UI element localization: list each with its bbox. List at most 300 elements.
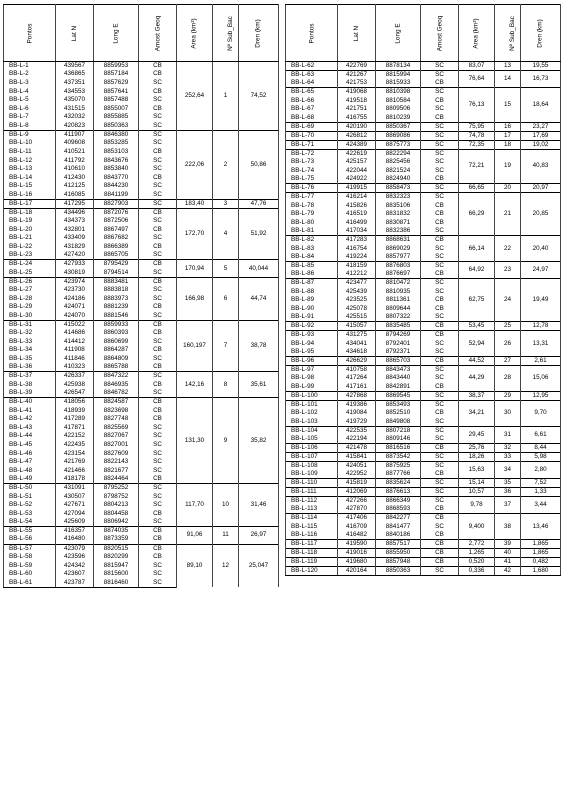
area-cell: 38,37 (459, 391, 495, 400)
sample-type-cell: SC (421, 287, 459, 296)
sub-basin-cell: 9 (213, 398, 239, 484)
column-header-label: Lat N (71, 25, 78, 41)
long-cell: 8852510 (376, 409, 421, 418)
long-cell: 8842891 (376, 383, 421, 392)
long-cell: 8846782 (94, 389, 139, 398)
sample-type-cell: CB (139, 346, 177, 355)
column-header (239, 5, 279, 62)
table-row (286, 567, 561, 576)
point-cell: BB-L-113 (286, 505, 338, 514)
sample-type-cell: SC (421, 374, 459, 383)
table-row (286, 391, 561, 400)
sub-basin-cell: 41 (495, 558, 521, 567)
sample-type-cell: SC (139, 139, 177, 148)
long-cell: 8822294 (376, 149, 421, 158)
sample-type-cell: SC (421, 461, 459, 470)
long-cell: 8815600 (94, 570, 139, 579)
sample-type-cell: SC (139, 199, 177, 208)
sub-basin-cell: 10 (213, 484, 239, 527)
sub-basin-cell: 35 (495, 479, 521, 488)
area-cell: 72,35 (459, 140, 495, 149)
lat-cell: 417289 (56, 415, 94, 424)
drainage-cell: 12,78 (521, 322, 561, 331)
point-cell: BB-L-35 (4, 355, 56, 364)
sample-type-cell: SC (421, 88, 459, 97)
drainage-cell: 26,97 (239, 527, 279, 544)
sample-type-cell: SC (139, 130, 177, 139)
sample-type-cell: SC (421, 184, 459, 193)
lat-cell: 419068 (338, 88, 376, 97)
lat-cell: 410610 (56, 165, 94, 174)
lat-cell: 417406 (338, 514, 376, 523)
long-cell: 8840186 (376, 531, 421, 540)
lat-cell: 425609 (56, 518, 94, 527)
lat-cell: 425515 (338, 313, 376, 322)
point-cell: BB-L-91 (286, 313, 338, 322)
column-header (459, 5, 495, 62)
drainage-cell: 25,047 (239, 544, 279, 587)
area-cell: 91,06 (177, 527, 213, 544)
lat-cell: 422194 (338, 435, 376, 444)
sample-type-cell: CB (421, 549, 459, 558)
long-cell: 8843440 (376, 374, 421, 383)
table-row (4, 260, 279, 269)
area-cell: 1,265 (459, 549, 495, 558)
area-cell: 66,14 (459, 236, 495, 262)
long-cell: 8865705 (94, 251, 139, 260)
point-cell: BB-L-70 (286, 131, 338, 140)
sample-type-cell: SC (421, 426, 459, 435)
long-cell: 8810935 (376, 287, 421, 296)
long-cell: 8832386 (376, 227, 421, 236)
long-cell: 8878134 (376, 62, 421, 71)
sub-basin-cell: 8 (213, 372, 239, 398)
point-cell: BB-L-7 (4, 113, 56, 122)
lat-cell: 427868 (338, 391, 376, 400)
long-cell: 8859933 (94, 320, 139, 329)
sub-basin-cell: 14 (495, 71, 521, 88)
point-cell: BB-L-87 (286, 279, 338, 288)
lat-cell: 424071 (56, 303, 94, 312)
long-cell: 8835485 (376, 322, 421, 331)
drainage-cell: 40,044 (239, 260, 279, 277)
point-cell: BB-L-79 (286, 210, 338, 219)
lat-cell: 410521 (56, 148, 94, 157)
sub-basin-cell: 36 (495, 488, 521, 497)
table-row (286, 558, 561, 567)
long-cell: 8866389 (94, 243, 139, 252)
table-row (286, 497, 561, 506)
long-cell: 8864809 (94, 355, 139, 364)
long-cell: 8810584 (376, 96, 421, 105)
lat-cell: 416085 (56, 191, 94, 200)
sample-type-cell: CB (139, 105, 177, 114)
sample-type-cell: CB (139, 208, 177, 217)
point-cell: BB-L-14 (4, 173, 56, 182)
lat-cell: 434553 (56, 87, 94, 96)
long-cell: 8807218 (376, 426, 421, 435)
sample-type-cell: CB (421, 514, 459, 523)
lat-cell: 430507 (56, 492, 94, 501)
point-cell: BB-L-39 (4, 389, 56, 398)
sample-type-cell: CB (139, 363, 177, 372)
table-row (4, 544, 279, 553)
point-cell: BB-L-95 (286, 348, 338, 357)
area-cell: 131,30 (177, 398, 213, 484)
point-cell: BB-L-4 (4, 87, 56, 96)
lat-cell: 420164 (338, 567, 376, 576)
sample-type-cell: SC (139, 423, 177, 432)
drainage-cell: 5,98 (521, 452, 561, 461)
point-cell: BB-L-120 (286, 567, 338, 576)
point-cell: BB-L-44 (4, 432, 56, 441)
column-header-label: Pontos (308, 23, 315, 43)
point-cell: BB-L-52 (4, 501, 56, 510)
area-cell: 0,336 (459, 567, 495, 576)
drainage-cell: 1,865 (521, 540, 561, 549)
long-cell: 8853840 (94, 165, 139, 174)
lat-cell: 415022 (56, 320, 94, 329)
table-row (286, 366, 561, 375)
area-cell: 44,52 (459, 357, 495, 366)
long-cell: 8857488 (94, 96, 139, 105)
drainage-cell: 20,40 (521, 236, 561, 262)
lat-cell: 424342 (56, 561, 94, 570)
sample-type-cell: SC (421, 488, 459, 497)
column-header-label: Pontos (26, 23, 33, 43)
area-cell: 117,70 (177, 484, 213, 527)
sample-type-cell: SC (139, 312, 177, 321)
point-cell: BB-L-56 (4, 535, 56, 544)
drainage-cell: 50,86 (239, 130, 279, 199)
table-right (285, 4, 561, 576)
point-cell: BB-L-94 (286, 339, 338, 348)
sub-basin-cell: 17 (495, 131, 521, 140)
sample-type-cell: CB (139, 329, 177, 338)
lat-cell: 426337 (56, 372, 94, 381)
sub-basin-cell: 31 (495, 426, 521, 443)
sub-basin-cell: 4 (213, 208, 239, 260)
point-cell: BB-L-36 (4, 363, 56, 372)
point-cell: BB-L-63 (286, 71, 338, 80)
point-cell: BB-L-76 (286, 184, 338, 193)
long-cell: 8804213 (94, 501, 139, 510)
long-cell: 8827067 (94, 432, 139, 441)
lat-cell: 416214 (338, 193, 376, 202)
sample-type-cell: CB (139, 406, 177, 415)
long-cell: 8876697 (376, 270, 421, 279)
sample-type-cell: CB (139, 398, 177, 407)
point-cell: BB-L-46 (4, 449, 56, 458)
point-cell: BB-L-75 (286, 175, 338, 184)
column-header (177, 5, 213, 62)
point-cell: BB-L-62 (286, 62, 338, 71)
table-row (286, 479, 561, 488)
long-cell: 8835624 (376, 479, 421, 488)
lat-cell: 419518 (338, 96, 376, 105)
lat-cell: 423154 (56, 449, 94, 458)
point-cell: BB-L-23 (4, 251, 56, 260)
drainage-cell: 19,49 (521, 279, 561, 322)
lat-cell: 433409 (56, 234, 94, 243)
lat-cell: 431515 (56, 105, 94, 114)
sample-type-cell: CB (421, 357, 459, 366)
long-cell: 8809146 (376, 435, 421, 444)
table-row (286, 322, 561, 331)
lat-cell: 416709 (338, 522, 376, 531)
long-cell: 8825569 (94, 423, 139, 432)
sub-basin-cell: 11 (213, 527, 239, 544)
table-left (3, 4, 279, 588)
long-cell: 8857641 (94, 87, 139, 96)
long-cell: 8858473 (376, 184, 421, 193)
area-cell: 44,29 (459, 366, 495, 392)
sample-type-cell: SC (421, 567, 459, 576)
sample-type-cell: CB (421, 470, 459, 479)
long-cell: 8864287 (94, 346, 139, 355)
lat-cell: 426629 (338, 357, 376, 366)
point-cell: BB-L-27 (4, 286, 56, 295)
long-cell: 8825456 (376, 158, 421, 167)
long-cell: 8857184 (94, 70, 139, 79)
lat-cell: 435070 (56, 96, 94, 105)
long-cell: 8820515 (94, 544, 139, 553)
sub-basin-cell: 28 (495, 366, 521, 392)
sub-basin-cell: 5 (213, 260, 239, 277)
sub-basin-cell: 19 (495, 149, 521, 183)
drainage-cell: 38,78 (239, 320, 279, 372)
header-row (4, 5, 279, 62)
point-cell: BB-L-78 (286, 201, 338, 210)
point-cell: BB-L-73 (286, 158, 338, 167)
lat-cell: 416480 (56, 535, 94, 544)
long-cell: 8873542 (376, 452, 421, 461)
sample-type-cell: SC (421, 313, 459, 322)
lat-cell: 423787 (56, 578, 94, 587)
sample-type-cell: SC (139, 432, 177, 441)
area-cell: 66,65 (459, 184, 495, 193)
drainage-cell: 18,64 (521, 88, 561, 122)
sample-type-cell: CB (421, 270, 459, 279)
area-cell: 222,06 (177, 130, 213, 199)
long-cell: 8881546 (94, 312, 139, 321)
sub-basin-cell: 22 (495, 236, 521, 262)
sample-type-cell: SC (139, 355, 177, 364)
area-cell: 29,45 (459, 426, 495, 443)
sub-basin-cell: 18 (495, 140, 521, 149)
sample-type-cell: CB (139, 62, 177, 71)
column-header-label: Lat N (353, 25, 360, 41)
long-cell: 8867497 (94, 225, 139, 234)
header-row (286, 5, 561, 62)
lat-cell: 422044 (338, 166, 376, 175)
lat-cell: 410758 (338, 366, 376, 375)
long-cell: 8867682 (94, 234, 139, 243)
sample-type-cell: SC (421, 261, 459, 270)
sample-type-cell: SC (421, 193, 459, 202)
lat-cell: 427266 (338, 497, 376, 506)
drainage-cell: 20,85 (521, 193, 561, 236)
table-row (4, 484, 279, 493)
lat-cell: 434373 (56, 217, 94, 226)
point-cell: BB-L-115 (286, 522, 338, 531)
sample-type-cell: SC (421, 122, 459, 131)
lat-cell: 419084 (338, 409, 376, 418)
long-cell: 8841199 (94, 191, 139, 200)
sub-basin-cell: 12 (213, 544, 239, 587)
long-cell: 8875925 (376, 461, 421, 470)
lat-cell: 419386 (338, 400, 376, 409)
lat-cell: 415057 (338, 322, 376, 331)
sample-type-cell: CB (421, 331, 459, 340)
long-cell: 8798752 (94, 492, 139, 501)
sub-basin-cell: 40 (495, 549, 521, 558)
sample-type-cell: CB (139, 260, 177, 269)
area-cell: 160,197 (177, 320, 213, 372)
point-cell: BB-L-5 (4, 96, 56, 105)
sample-type-cell: CB (139, 173, 177, 182)
long-cell: 8846380 (94, 130, 139, 139)
drainage-cell: 0,482 (521, 558, 561, 567)
table-row (286, 331, 561, 340)
long-cell: 8809506 (376, 105, 421, 114)
long-cell: 8857977 (376, 253, 421, 262)
point-cell: BB-L-26 (4, 277, 56, 286)
long-cell: 8873359 (94, 535, 139, 544)
point-cell: BB-L-83 (286, 244, 338, 253)
point-cell: BB-L-61 (4, 578, 56, 587)
table-row (286, 279, 561, 288)
column-header-label: Long E (112, 22, 120, 44)
column-header-label: Amost Geoq (154, 15, 161, 51)
sample-type-cell: SC (139, 217, 177, 226)
drainage-cell: 19,55 (521, 62, 561, 71)
drainage-cell: 13,31 (521, 331, 561, 357)
column-header (521, 5, 561, 62)
drainage-cell: 23,27 (521, 122, 561, 131)
point-cell: BB-L-92 (286, 322, 338, 331)
lat-cell: 421751 (338, 105, 376, 114)
sample-type-cell: CB (421, 531, 459, 540)
sample-type-cell: CB (421, 305, 459, 314)
column-header (139, 5, 177, 62)
sample-type-cell: CB (139, 320, 177, 329)
point-cell: BB-L-119 (286, 558, 338, 567)
point-cell: BB-L-32 (4, 329, 56, 338)
point-cell: BB-L-93 (286, 331, 338, 340)
sub-basin-cell: 23 (495, 261, 521, 278)
point-cell: BB-L-90 (286, 305, 338, 314)
drainage-cell: 2,80 (521, 461, 561, 478)
column-header (213, 5, 239, 62)
point-cell: BB-L-17 (4, 199, 56, 208)
lat-cell: 417871 (56, 423, 94, 432)
column-header (94, 5, 139, 62)
drainage-cell: 44,74 (239, 277, 279, 320)
area-cell: 10,57 (459, 488, 495, 497)
area-cell: 25,76 (459, 443, 495, 452)
point-cell: BB-L-100 (286, 391, 338, 400)
sample-type-cell: CB (139, 70, 177, 79)
point-cell: BB-L-13 (4, 165, 56, 174)
point-cell: BB-L-11 (4, 148, 56, 157)
point-cell: BB-L-12 (4, 156, 56, 165)
sample-type-cell: CB (421, 96, 459, 105)
long-cell: 8835106 (376, 201, 421, 210)
table-row (4, 398, 279, 407)
area-cell: 64,92 (459, 261, 495, 278)
lat-cell: 419224 (338, 253, 376, 262)
lat-cell: 432801 (56, 225, 94, 234)
area-cell: 52,94 (459, 331, 495, 357)
lat-cell: 419590 (338, 540, 376, 549)
table-row (286, 122, 561, 131)
lat-cell: 434496 (56, 208, 94, 217)
lat-cell: 414412 (56, 337, 94, 346)
lat-cell: 431829 (56, 243, 94, 252)
lat-cell: 416755 (338, 114, 376, 123)
lat-cell: 416499 (338, 218, 376, 227)
sample-type-cell: SC (421, 140, 459, 149)
lat-cell: 417161 (338, 383, 376, 392)
long-cell: 8841477 (376, 522, 421, 531)
sample-type-cell: SC (421, 400, 459, 409)
sample-type-cell: SC (139, 458, 177, 467)
lat-cell: 411907 (56, 130, 94, 139)
long-cell: 8822143 (94, 458, 139, 467)
lat-cell: 416482 (338, 531, 376, 540)
point-cell: BB-L-28 (4, 294, 56, 303)
lat-cell: 409608 (56, 139, 94, 148)
sample-type-cell: CB (421, 175, 459, 184)
point-cell: BB-L-16 (4, 191, 56, 200)
lat-cell: 422152 (56, 432, 94, 441)
long-cell: 8849808 (376, 418, 421, 427)
point-cell: BB-L-77 (286, 193, 338, 202)
sub-basin-cell: 34 (495, 461, 521, 478)
long-cell: 8842277 (376, 514, 421, 523)
long-cell: 8821524 (376, 166, 421, 175)
sample-type-cell: CB (139, 148, 177, 157)
long-cell: 8810472 (376, 279, 421, 288)
table-row (286, 514, 561, 523)
long-cell: 8860699 (94, 337, 139, 346)
point-cell: BB-L-34 (4, 346, 56, 355)
point-cell: BB-L-59 (4, 561, 56, 570)
lat-cell: 427671 (56, 501, 94, 510)
point-cell: BB-L-48 (4, 467, 56, 476)
drainage-cell: 15,06 (521, 366, 561, 392)
drainage-cell: 3,44 (521, 497, 561, 514)
sample-type-cell: SC (139, 570, 177, 579)
point-cell: BB-L-86 (286, 270, 338, 279)
table-row (286, 184, 561, 193)
sub-basin-cell: 30 (495, 400, 521, 426)
lat-cell: 412125 (56, 182, 94, 191)
lat-cell: 411846 (56, 355, 94, 364)
long-cell: 8857948 (376, 558, 421, 567)
point-cell: BB-L-104 (286, 426, 338, 435)
table-row (286, 426, 561, 435)
lat-cell: 423974 (56, 277, 94, 286)
sample-type-cell: CB (139, 380, 177, 389)
long-cell: 8832323 (376, 193, 421, 202)
sample-type-cell: CB (139, 303, 177, 312)
sample-type-cell: SC (139, 191, 177, 200)
long-cell: 8869029 (376, 244, 421, 253)
drainage-cell: 7,52 (521, 479, 561, 488)
lat-cell: 416519 (338, 210, 376, 219)
